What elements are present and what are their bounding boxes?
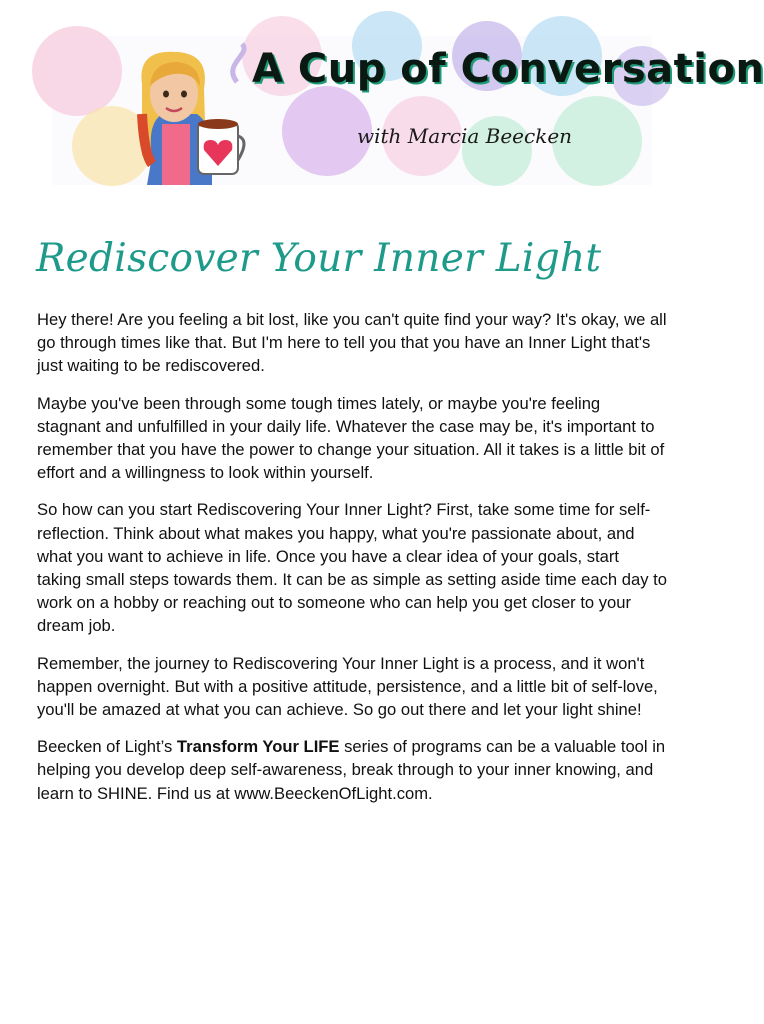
header-banner [52, 36, 764, 185]
watercolor-dot [32, 26, 122, 116]
article-body [37, 308, 667, 819]
banner-title: A Cup of Conversation [252, 46, 764, 92]
closing-text-after: series of programs can be a valuable tool in helping you develop deep self-awareness, break through to your inner knowing, and learn to SHINE. Find us at www.BeeckenOfLight.com. [37, 737, 666, 803]
paragraph: So how can you start Rediscovering Your Inner Light? First, take some time for self-reflection. Think about what makes you happy, what you're passionate about, and what you want to achieve in life. Once you have a clear idea of your goals, start taking small steps towards them. It can be as simple as setting aside time each day to work on a hobby or reaching out to someone who can help you get closer to your dream job. [37, 500, 667, 636]
paragraph: Remember, the journey to Rediscovering Your Inner Light is a process, and it won't happen overnight. But with a positive attitude, persistence, and a little bit of self-love, you'll be amazed at what you can achieve. So go out there and let your light shine! [37, 653, 658, 720]
closing-text-before: Beecken of Light’s [37, 737, 177, 757]
woman-avatar-illustration [122, 44, 252, 185]
banner-subtitle: with Marcia Beecken [357, 124, 573, 148]
mug-with-heart-icon [198, 119, 244, 174]
closing-paragraph [37, 735, 667, 805]
paragraph: Hey there! Are you feeling a bit lost, like you can't quite find your way? It's okay, we all go through times like that. But I'm here to tell you that you have an Inner Light that's just waiting to be rediscovered. [37, 310, 667, 376]
program-name: Transform Your LIFE [176, 737, 340, 757]
steam-swirl-icon [233, 44, 244, 82]
paragraph: Maybe you've been through some tough times lately, or maybe you're feeling stagnant and unfulfilled in your daily life. Whatever the case may be, it's important to remember that you have the power to change your situation. All it takes is a little bit of effort and a willingness to look within yourself. [37, 393, 665, 483]
article-title: Rediscover Your Inner Light [36, 236, 602, 281]
